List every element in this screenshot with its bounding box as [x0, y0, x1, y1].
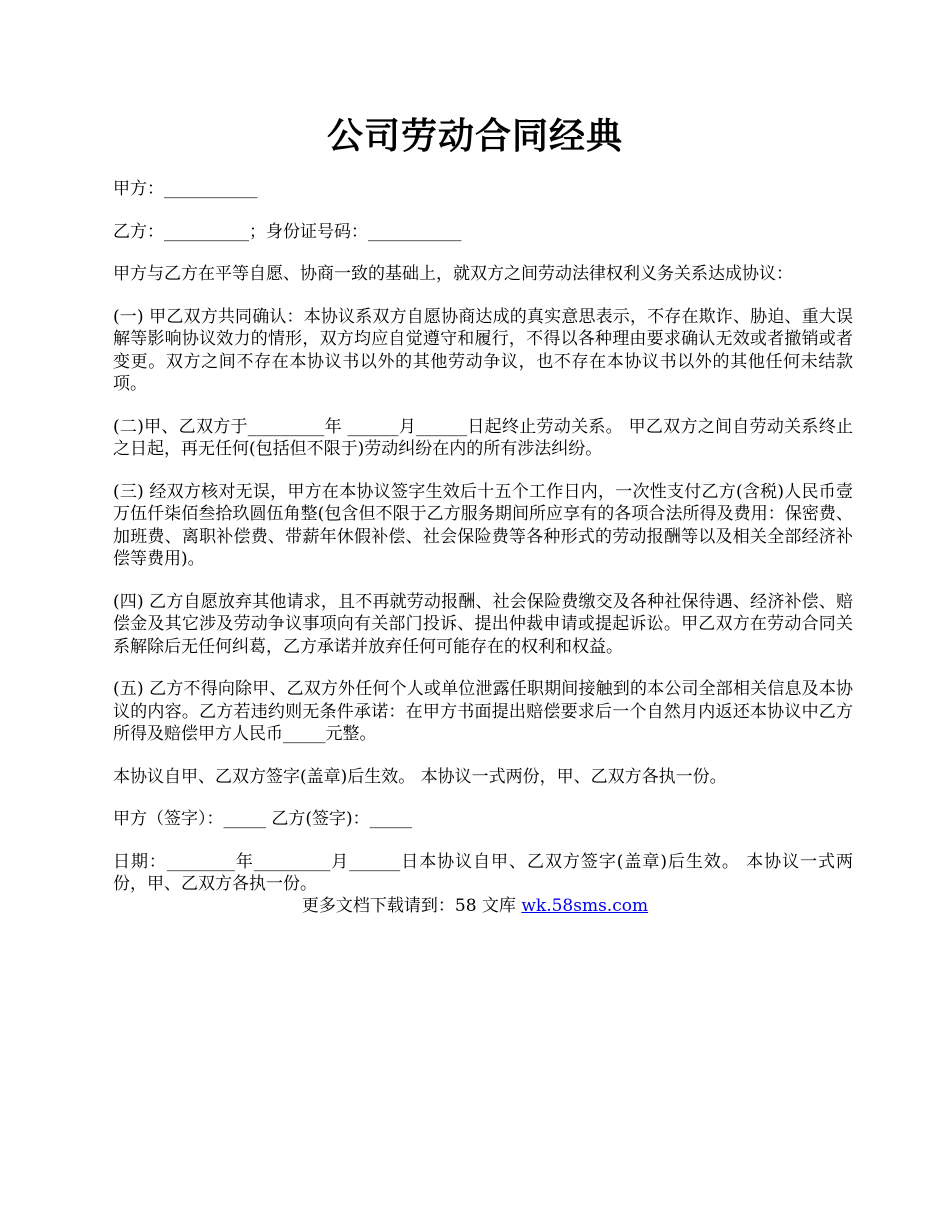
clause-4-paragraph: (四) 乙方自愿放弃其他请求，且不再就劳动报酬、社会保险费缴交及各种社保待遇、经济补偿、赔偿金及其它涉及劳动争议事项向有关部门投诉、提出仲裁申请或提起诉讼。甲乙双方在劳动合同关系解除后无任何纠葛，乙方承诺并放弃任何可能存在的权利和权益。	[113, 591, 853, 657]
document-body	[113, 178, 853, 916]
document-title: 公司劳动合同经典	[326, 115, 623, 157]
date-paragraph: 日期：________年_________月______日本协议自甲、乙双方签字(盖章)后生效。 本协议一式两份，甲、乙双方各执一份。	[113, 851, 853, 894]
party-a-line: 甲方：___________	[113, 179, 258, 199]
preamble-paragraph: 甲方与乙方在平等自愿、协商一致的基础上，就双方之间劳动法律权利义务关系达成协议：	[113, 264, 793, 284]
download-footer	[0, 894, 950, 918]
clause-3-paragraph: (三) 经双方核对无误，甲方在本协议签字生效后十五个工作日内，一次性支付乙方(含税)人民币壹万伍仟柒佰叁拾玖圆伍角整(包含但不限于乙方服务期间所应享有的各项合法所得及费用：保密费、加班费、离职补偿费、带薪年休假补偿、社会保险费等各种形式的劳动报酬等以及相关全部经济补偿等费用)。	[113, 481, 853, 569]
clause-1-paragraph: (一) 甲乙双方共同确认：本协议系双方自愿协商达成的真实意思表示，不存在欺诈、胁迫、重大误解等影响协议效力的情形，双方均应自觉遵守和履行，不得以各种理由要求确认无效或者撤销或者变更。双方之间不存在本协议书以外的其他劳动争议，也不存在本协议书以外的其他任何未结款项。	[113, 306, 853, 394]
footer-prefix: 更多文档下载请到：58 文库	[301, 896, 522, 916]
effectiveness-paragraph: 本协议自甲、乙双方签字(盖章)后生效。 本协议一式两份，甲、乙双方各执一份。	[113, 766, 727, 787]
footer-link[interactable]: wk.58sms.com	[521, 896, 649, 916]
clause-5-paragraph: (五) 乙方不得向除甲、乙双方外任何个人或单位泄露任职期间接触到的本公司全部相关信息及本协议的内容。乙方若违约则无条件承诺：在甲方书面提出赔偿要求后一个自然月内返还本协议中乙方所得及赔偿甲方人民币_____元整。	[113, 679, 853, 744]
clause-2-paragraph: (二)甲、乙双方于_________年 ______月______日起终止劳动关系。 甲乙双方之间自劳动关系终止之日起，再无任何(包括但不限于)劳动纠纷在内的所有涉法纠纷。	[113, 416, 853, 459]
signature-line: 甲方（签字）：_____ 乙方(签字)：_____	[113, 809, 413, 829]
party-b-line: 乙方：__________；身份证号码：___________	[113, 221, 462, 242]
